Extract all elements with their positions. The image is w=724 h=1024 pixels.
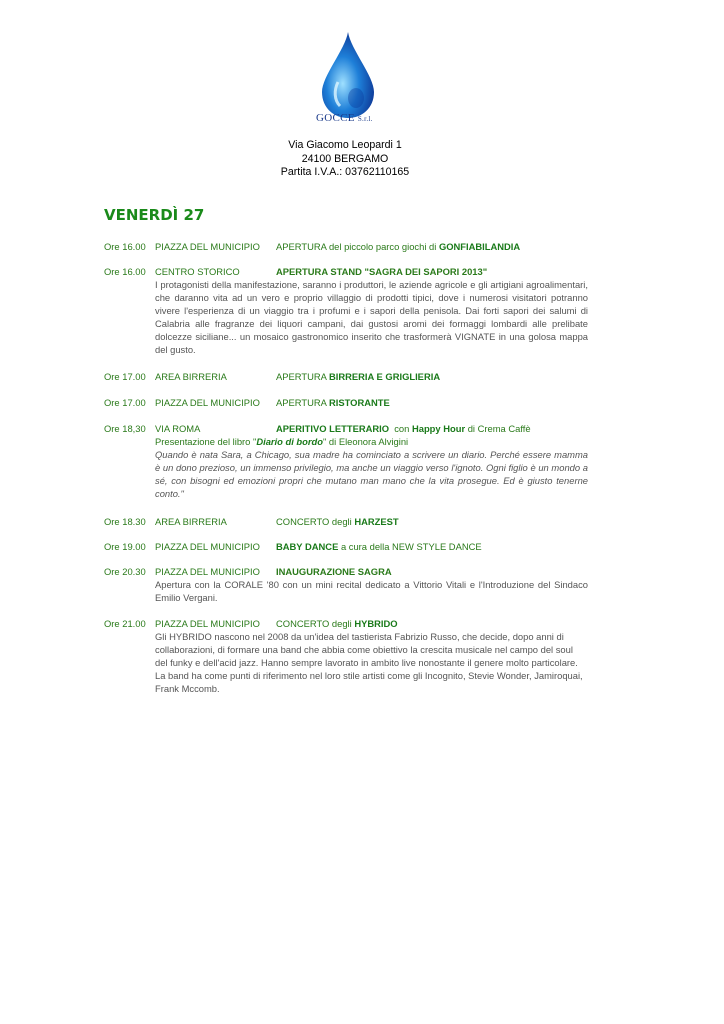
event-item xyxy=(104,396,588,409)
event-place: AREA BIRRERIA xyxy=(155,516,227,527)
event-item xyxy=(104,540,588,553)
event-place: VIA ROMA xyxy=(155,423,201,434)
event-time: Ore 18,30 xyxy=(104,423,146,434)
event-place: PIAZZA DEL MUNICIPIO xyxy=(155,241,260,252)
event-quote: Quando è nata Sara, a Chicago, sua madre ha cominciato a scrivere un diario. Perché essere mamma è un dono prezioso, un immenso privilegio, ma anche un viaggio verso l'ignoto. Ogni figlio è un mondo a sé, con bisogni ed emozioni propri che mutano man mano che la vita prosegue. Ed è giusto tenerne conto." xyxy=(155,449,588,500)
event-time: Ore 17.00 xyxy=(104,397,146,408)
event-activity: CONCERTO degli HARZEST xyxy=(276,516,399,527)
event-item xyxy=(104,265,588,357)
event-place: PIAZZA DEL MUNICIPIO xyxy=(155,541,260,552)
event-time: Ore 16.00 xyxy=(104,266,146,277)
logo-suffix: S.r.l. xyxy=(357,115,373,123)
event-time: Ore 16.00 xyxy=(104,241,146,252)
event-item xyxy=(104,617,588,695)
event-place: CENTRO STORICO xyxy=(155,266,240,277)
address-vat: Partita I.V.A.: 03762110165 xyxy=(280,166,410,178)
event-description: Apertura con la CORALE '80 con un mini recital dedicato a Vittorio Vitali e l'Introduzione del Sindaco Emilio Vergani. xyxy=(155,579,588,604)
event-item xyxy=(104,240,588,253)
company-address xyxy=(0,139,690,180)
event-time: Ore 18.30 xyxy=(104,516,146,527)
event-time: Ore 20.30 xyxy=(104,566,146,577)
event-activity: INAUGURAZIONE SAGRA xyxy=(276,566,392,577)
event-description: I protagonisti della manifestazione, saranno i produttori, le aziende agricole e gli artigiani agroalimentari, che daranno vita ad un vero e proprio villaggio di prodotti tipici, dove i numerosi visitatori potranno vivere l'esperienza di un viaggio tra i profumi e i sapori della penisola. Dai forti sapori dei salumi di Calabria alle fragranze dei liquori campani, dai gustosi aromi dei formaggi lombardi alle prelibate dolcezze siciliane... un mosaico gastronomico inserito che trasformerà VIGNATE in una golosa mappa del gusto. xyxy=(155,279,588,356)
event-activity: APERTURA BIRRERIA E GRIGLIERIA xyxy=(276,371,441,382)
address-city: 24100 BERGAMO xyxy=(301,152,389,165)
event-place: AREA BIRRERIA xyxy=(155,371,227,382)
event-place: PIAZZA DEL MUNICIPIO xyxy=(155,566,260,577)
event-item xyxy=(104,565,588,604)
event-time: Ore 19.00 xyxy=(104,541,146,552)
event-activity: APERITIVO LETTERARIO con Happy Hour di Crema Caffè xyxy=(276,423,531,434)
day-title: VENERDÌ 27 xyxy=(104,206,205,224)
event-activity: APERTURA STAND "SAGRA DEI SAPORI 2013" xyxy=(276,266,488,277)
event-time: Ore 17.00 xyxy=(104,371,146,382)
logo-wordmark xyxy=(316,112,373,124)
event-subtitle: Presentazione del libro "Diario di bordo" di Eleonora Alvigini xyxy=(155,436,409,447)
event-item xyxy=(104,515,588,528)
event-place: PIAZZA DEL MUNICIPIO xyxy=(155,618,260,629)
event-item xyxy=(104,370,588,383)
event-item xyxy=(104,422,588,500)
event-time: Ore 21.00 xyxy=(104,618,146,629)
event-activity: APERTURA del piccolo parco giochi di GONFIABILANDIA xyxy=(276,241,521,252)
event-activity: BABY DANCE a cura della NEW STYLE DANCE xyxy=(276,541,482,552)
logo-name: GOCCE xyxy=(316,112,355,124)
address-street: Via Giacomo Leopardi 1 xyxy=(288,139,402,151)
event-place: PIAZZA DEL MUNICIPIO xyxy=(155,397,260,408)
event-description: Gli HYBRIDO nascono nel 2008 da un'idea del tastierista Fabrizio Russo, che decide, dopo anni di collaborazioni, di formare una band che abbia come obiettivo la crescita musicale nel campo del soul del funky e dell'acid jazz. Hanno sempre lavorato in ambito live nonostante il genere molto particolare. La band ha come punti di riferimento nel loro stile artisti come gli Incognito, Stevie Wonder, Jamiroquai, Frank Mccomb. xyxy=(155,631,583,695)
event-activity: APERTURA RISTORANTE xyxy=(276,397,390,408)
event-activity: CONCERTO degli HYBRIDO xyxy=(276,618,398,629)
